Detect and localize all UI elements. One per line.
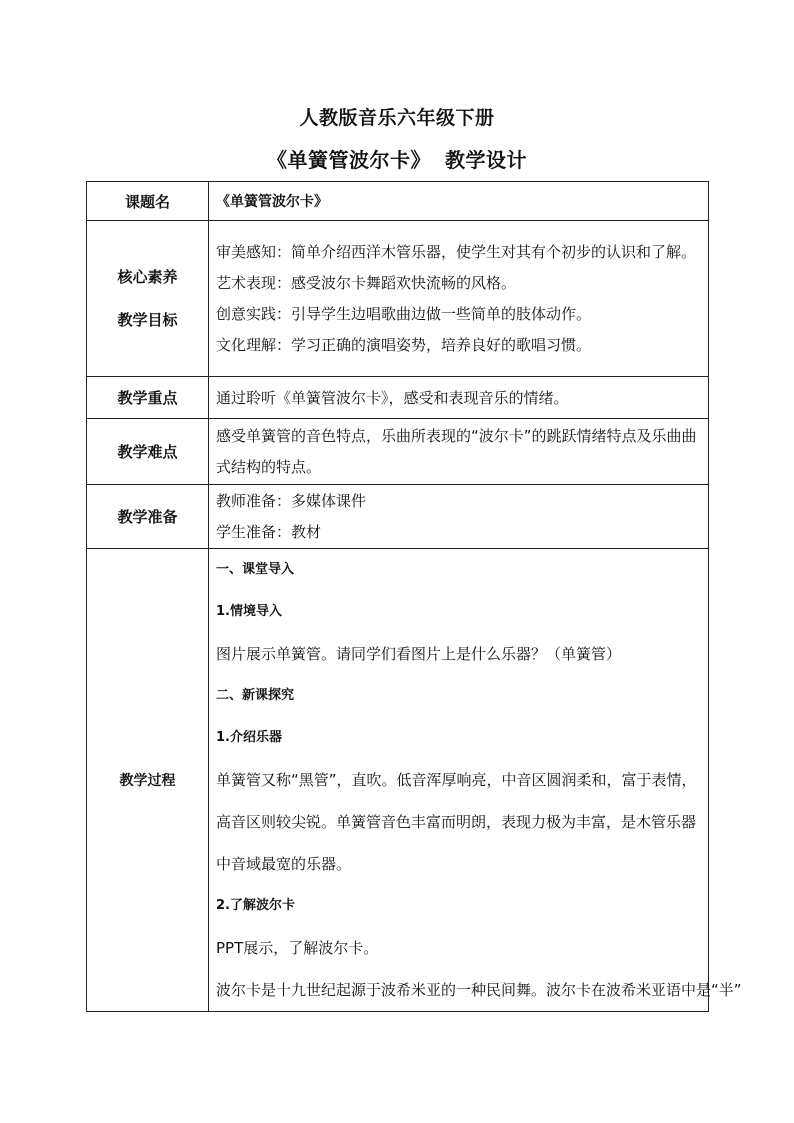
topic-label: 课题名 <box>87 182 209 221</box>
table-row <box>87 182 709 221</box>
goal-item: 文化理解：学习正确的演唱姿势，培养良好的歌唱习惯。 <box>216 335 592 354</box>
preparation-label: 教学准备 <box>87 485 209 549</box>
goals-label-line1: 核心素养 <box>117 267 178 286</box>
goals-content <box>209 221 709 377</box>
section-heading: 一、课堂导入 <box>216 562 295 577</box>
goals-label <box>87 221 209 377</box>
topic-value: 《单簧管波尔卡》 <box>209 182 709 221</box>
table-row <box>87 485 709 549</box>
song-title: 《单簧管波尔卡》 <box>267 148 431 172</box>
section-heading: 二、新课探究 <box>216 688 295 703</box>
table-row <box>87 221 709 377</box>
process-text: PPT展示，了解波尔卡。 <box>216 939 379 957</box>
lesson-plan-table <box>86 181 742 1012</box>
goal-item: 创意实践：引导学生边唱歌曲边做一些简单的肢体动作。 <box>216 304 592 323</box>
table-row <box>87 377 709 419</box>
difficulties-label: 教学难点 <box>87 419 209 485</box>
table-row <box>87 549 709 1012</box>
goals-label-line2: 教学目标 <box>117 310 178 329</box>
goal-item: 艺术表现：感受波尔卡舞蹈欢快流畅的风格。 <box>216 273 517 292</box>
key-points-label: 教学重点 <box>87 377 209 419</box>
document-subtitle <box>0 144 794 173</box>
process-text: 图片展示单簧管。请同学们看图片上是什么乐器？（单簧管） <box>216 645 622 663</box>
subsection-heading: 1.介绍乐器 <box>216 730 282 745</box>
subsection-heading: 2.了解波尔卡 <box>216 898 295 913</box>
process-label: 教学过程 <box>87 549 209 1012</box>
subtitle-suffix: 教学设计 <box>445 148 527 172</box>
table-row <box>87 419 709 485</box>
document-title: 人教版音乐六年级下册 <box>299 107 495 129</box>
process-text: 波尔卡是十九世纪起源于波希米亚的一种民间舞。波尔卡在波希米亚语中是“半” <box>216 981 742 999</box>
subsection-heading: 1.情境导入 <box>216 604 282 619</box>
teacher-preparation: 教师准备：多媒体课件 <box>216 491 367 510</box>
key-points-value: 通过聆听《单簧管波尔卡》，感受和表现音乐的情绪。 <box>209 377 709 419</box>
process-content <box>209 549 742 1012</box>
goal-item: 审美感知：简单介绍西洋木管乐器，使学生对其有个初步的认识和了解。 <box>216 242 697 261</box>
student-preparation: 学生准备：教材 <box>216 522 322 541</box>
difficulties-value: 感受单簧管的音色特点，乐曲所表现的“波尔卡”的跳跃情绪特点及乐曲曲式结构的特点。 <box>209 419 709 485</box>
process-text: 单簧管又称“黑管”，直吹。低音浑厚响亮，中音区圆润柔和，富于表情，高音区则较尖锐。单簧管音色丰富而明朗，表现力极为丰富，是木管乐器中音域最宽的乐器。 <box>216 771 697 873</box>
preparation-content <box>209 485 709 549</box>
